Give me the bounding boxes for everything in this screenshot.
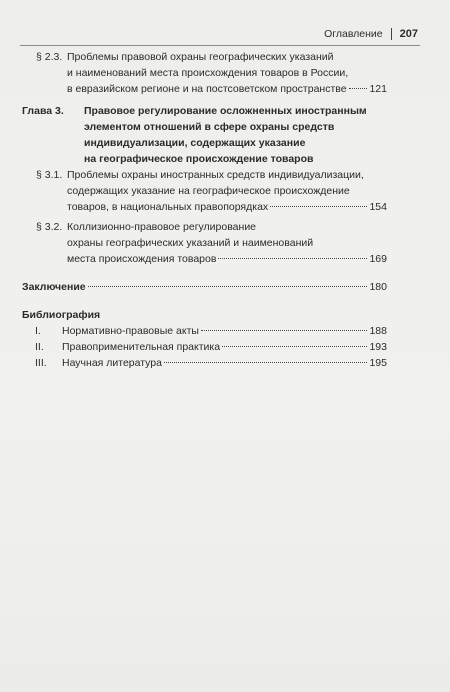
toc-entry-line: содержащих указание на географическое происхождение bbox=[67, 185, 350, 197]
toc-entry-line: в евразийском регионе и на постсоветском пространстве bbox=[67, 83, 347, 95]
toc-entry-line: Проблемы охраны иностранных средств индивидуализации, bbox=[67, 169, 364, 181]
running-head-section: Оглавление bbox=[324, 28, 383, 40]
dot-leader bbox=[270, 206, 367, 207]
toc-entry-3-2 bbox=[22, 219, 387, 267]
toc-entry-line: охраны географических указаний и наименований bbox=[67, 237, 314, 249]
toc-entry-line: места происхождения товаров bbox=[67, 253, 217, 265]
toc-page-ref: 195 bbox=[369, 357, 387, 369]
page-number: 207 bbox=[399, 28, 418, 40]
dot-leader bbox=[164, 362, 367, 363]
toc-entry-2-3 bbox=[22, 49, 387, 97]
toc-page-ref: 193 bbox=[369, 341, 387, 353]
toc-entry-line: Коллизионно-правовое регулирование bbox=[67, 221, 257, 233]
toc-chapter-line: элементом отношений в сфере охраны средств bbox=[84, 121, 335, 133]
toc-roman-number: II. bbox=[35, 341, 44, 353]
toc-conclusion bbox=[22, 279, 387, 295]
header-rule bbox=[20, 45, 420, 46]
toc-bibliography-item bbox=[22, 323, 387, 339]
toc-bibliography-item bbox=[22, 355, 387, 371]
toc-entry-line: Проблемы правовой охраны географических указаний bbox=[67, 51, 334, 63]
dot-leader bbox=[201, 330, 368, 331]
running-head-separator bbox=[391, 28, 392, 40]
toc-conclusion-title: Заключение bbox=[22, 281, 86, 293]
toc-roman-number: I. bbox=[35, 325, 41, 337]
toc-page-ref: 188 bbox=[369, 325, 387, 337]
dot-leader bbox=[349, 88, 368, 89]
toc-bibliography-item-title: Нормативно-правовые акты bbox=[62, 325, 199, 337]
toc-bibliography-item bbox=[22, 339, 387, 355]
toc-roman-number: III. bbox=[35, 357, 47, 369]
toc-entry-line: товаров, в национальных правопорядках bbox=[67, 201, 269, 213]
toc-entry-number: § 3.2. bbox=[36, 221, 63, 233]
toc-chapter-line: на географическое происхождение товаров bbox=[84, 153, 314, 165]
toc-entry-number: § 3.1. bbox=[36, 169, 63, 181]
toc-page-ref: 180 bbox=[369, 281, 387, 293]
dot-leader bbox=[88, 286, 368, 287]
toc-entry-number: § 2.3. bbox=[36, 51, 63, 63]
toc-entry-line: и наименований места происхождения товаров в России, bbox=[67, 67, 349, 79]
toc-chapter-number: Глава 3. bbox=[22, 105, 64, 117]
toc-chapter-3 bbox=[22, 103, 387, 167]
running-head bbox=[324, 28, 418, 40]
toc-chapter-line: Правовое регулирование осложненных иностранным bbox=[84, 105, 367, 117]
toc-bibliography-item-title: Научная литература bbox=[62, 357, 162, 369]
toc-page-ref: 121 bbox=[369, 83, 387, 95]
toc-chapter-line: индивидуализации, содержащих указание bbox=[84, 137, 306, 149]
toc-bibliography-title: Библиография bbox=[22, 309, 101, 321]
toc-page-ref: 154 bbox=[369, 201, 387, 213]
toc-entry-3-1 bbox=[22, 167, 387, 215]
toc-bibliography-item-title: Правоприменительная практика bbox=[62, 341, 221, 353]
dot-leader bbox=[218, 258, 367, 259]
table-of-contents bbox=[22, 49, 387, 371]
toc-page-ref: 169 bbox=[369, 253, 387, 265]
dot-leader bbox=[222, 346, 367, 347]
